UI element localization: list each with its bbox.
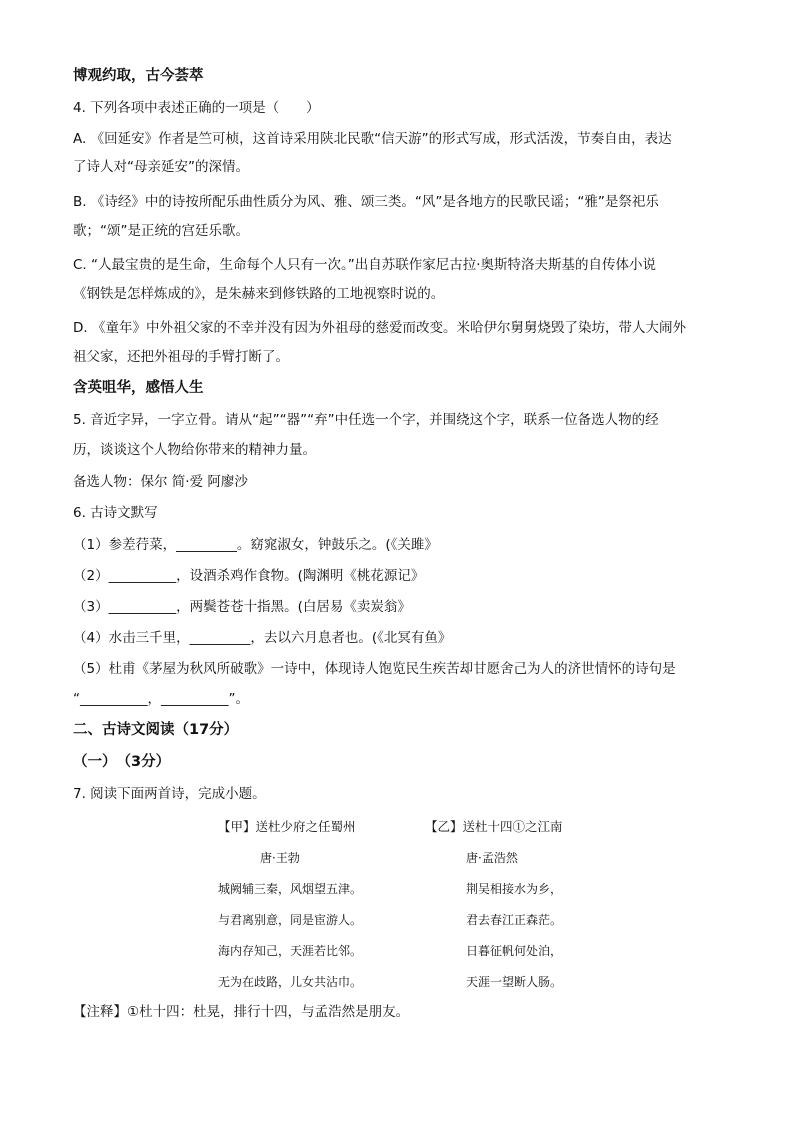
question-6-stem: 6. 古诗文默写 [73,505,158,521]
q6-item-3: （3）__________，两鬓苍苍十指黑。(白居易《卖炭翁》 [73,599,411,615]
q6-item-5-line2: “__________，__________”。 [73,691,249,707]
poem-a-line: 海内存知己，天涯若比邻。 [218,944,363,958]
poem-a-line: 与君离别意，同是宦游人。 [218,913,363,927]
poem-b-line: 天涯一望断人肠。 [466,975,563,989]
q4-option-b-line1: B. 《诗经》中的诗按所配乐曲性质分为风、雅、颂三类。“风”是各地方的民歌民谣；“雅”是祭祀乐 [73,194,659,210]
poem-b-line: 荆吴相接水为乡， [466,882,563,896]
q6-item-1: （1）参差荇菜，_________。窈窕淑女，钟鼓乐之。(《关雎》 [73,537,438,553]
q6-item-4: （4）水击三千里，_________，去以六月息者也。(《北冥有鱼》 [73,630,452,646]
part-2-title: 二、古诗文阅读（17分） [73,722,239,738]
question-7-stem: 7. 阅读下面两首诗，完成小题。 [73,786,266,802]
question-5-line1: 5. 音近字异，一字立骨。请从“起”“器”“弃”中任选一个字，并围绕这个字，联系一位备选人物的经 [73,412,659,428]
section-title-1: 博观约取，古今荟萃 [73,68,204,84]
q4-option-c-line1: C. “人最宝贵的是生命，生命每个人只有一次。”出自苏联作家尼古拉·奥斯特洛夫斯基的自传体小说 [73,257,657,273]
question-5-candidates: 备选人物：保尔 简·爱 阿廖沙 [73,474,248,490]
poem-a-author: 唐·王勃 [260,851,300,865]
question-4-stem: 4. 下列各项中表述正确的一项是（ ） [73,100,320,116]
poem-b-line: 日暮征帆何处泊， [466,944,563,958]
q4-option-d-line1: D. 《童年》中外祖父家的不幸并没有因为外祖母的慈爱而改变。米哈伊尔舅舅烧毁了染坊，带人大闹外 [73,320,686,336]
q4-option-d-line2: 祖父家，还把外祖母的手臂打断了。 [73,349,289,365]
q7-note: 【注释】①杜十四：杜晃，排行十四，与孟浩然是朋友。 [73,1004,410,1020]
part-2-subtitle: （一） （3分） [73,754,171,770]
q6-item-5-line1: （5）杜甫《茅屋为秋风所破歌》一诗中，体现诗人饱览民生疾苦却甘愿舍己为人的济世情怀的诗句是 [73,661,676,677]
q4-option-c-line2: 《钢铁是怎样炼成的》，是朱赫来到修铁路的工地视察时说的。 [73,286,445,302]
q4-option-b-line2: 歌；“颂”是正统的宫廷乐歌。 [73,223,249,239]
poem-a-title: 【甲】送杜少府之任蜀州 [218,819,356,834]
poem-b-author: 唐·孟浩然 [466,851,518,865]
poem-b-line: 君去春江正森茫。 [466,913,563,927]
poem-b-title: 【乙】送杜十四①之江南 [425,819,563,834]
question-5-line2: 历，谈谈这个人物给你带来的精神力量。 [73,442,316,458]
poem-a-line: 无为在歧路，儿女共沾巾。 [218,975,363,989]
q4-option-a-line2: 了诗人对“母亲延安”的深情。 [73,159,249,175]
q4-option-a-line1: A. 《回延安》作者是竺可桢，这首诗采用陕北民歌“信天游”的形式写成，形式活泼，节奏自由，表达 [73,131,672,147]
q6-item-2: （2）__________，设酒杀鸡作食物。(陶渊明《桃花源记》 [73,568,425,584]
section-title-2: 含英咀华，感悟人生 [73,380,204,396]
poem-a-line: 城阙辅三秦，风烟望五津。 [218,882,363,896]
